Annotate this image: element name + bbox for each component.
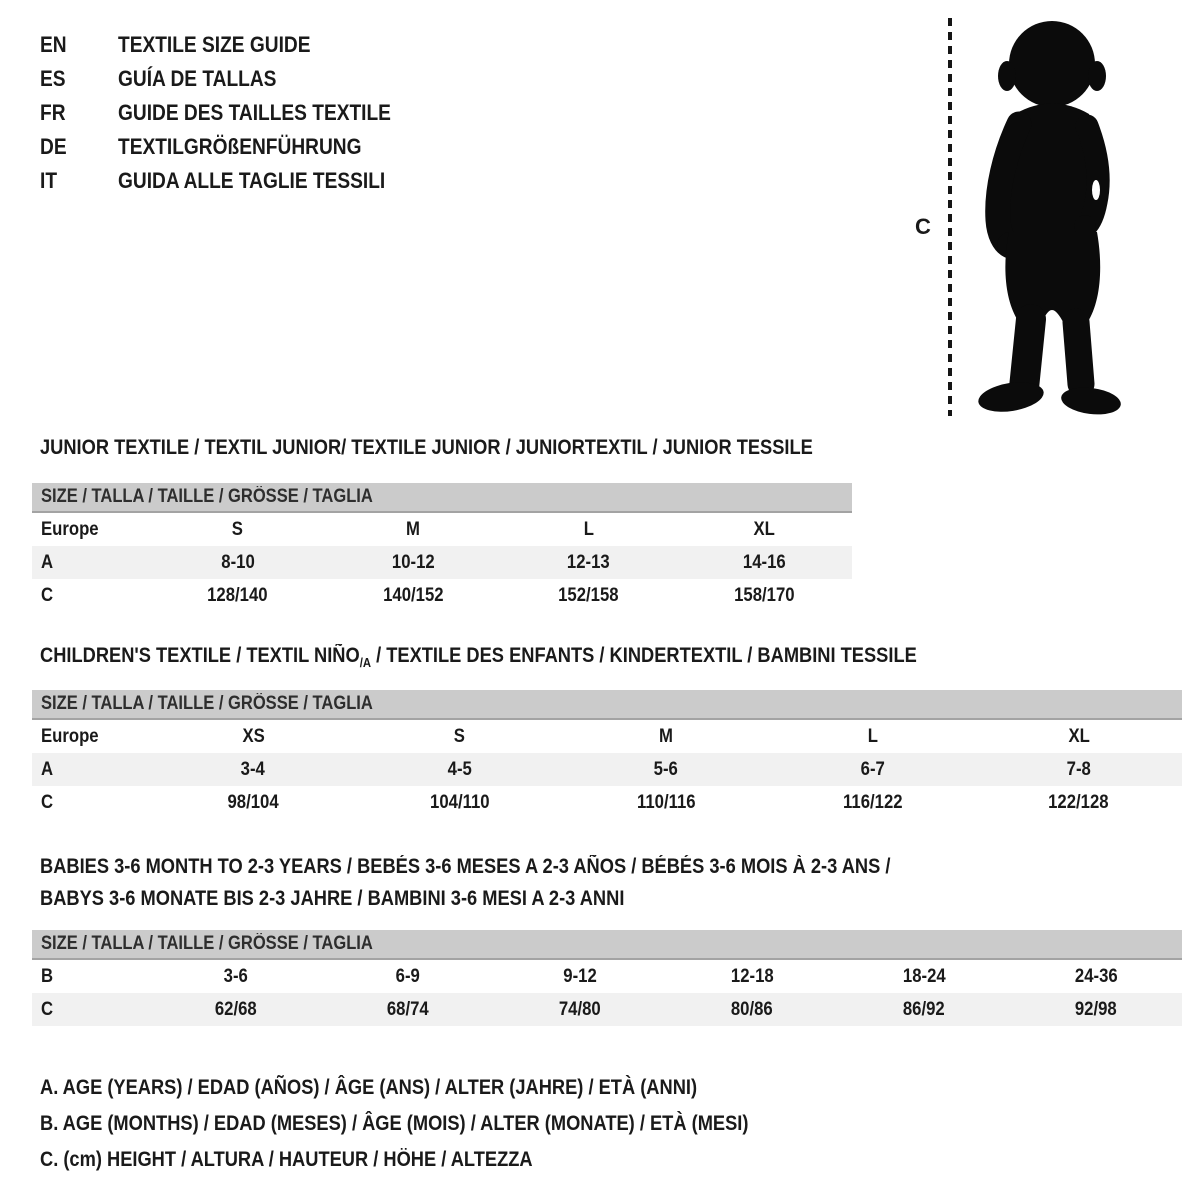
table-row xyxy=(32,513,852,546)
table-cell: 74/80 xyxy=(559,998,601,1020)
table-cell: 5-6 xyxy=(653,758,679,780)
table-row xyxy=(32,579,852,612)
table-cell: 24-36 xyxy=(1074,965,1118,987)
table-cell: 12-18 xyxy=(730,965,774,987)
table-cell: 14-16 xyxy=(742,551,786,573)
table-cell: M xyxy=(406,518,421,540)
height-measure-label: C xyxy=(915,214,931,239)
babies-size-header-bar xyxy=(32,930,1182,960)
lang-title: GUIDA ALLE TAGLIE TESSILI xyxy=(118,168,386,193)
table-row xyxy=(32,960,1182,993)
table-cell: L xyxy=(867,725,878,747)
children-title-post: / TEXTILE DES ENFANTS / KINDERTEXTIL / BAMBINI TESSILE xyxy=(371,644,917,667)
size-header-label: SIZE / TALLA / TAILLE / GRÖSSE / TAGLIA xyxy=(41,486,373,507)
table-cell: 3-6 xyxy=(223,965,249,987)
junior-section-title-text: JUNIOR TEXTILE / TEXTIL JUNIOR/ TEXTILE JUNIOR / JUNIORTEXTIL / JUNIOR TESSILE xyxy=(40,436,813,459)
legend-line-c-text: C. (cm) HEIGHT / ALTURA / HAUTEUR / HÖHE / ALTEZZA xyxy=(40,1148,533,1171)
lang-code: IT xyxy=(40,168,58,193)
children-section-title xyxy=(40,644,1048,670)
language-title-list xyxy=(40,28,432,198)
legend-line-a-text: A. AGE (YEARS) / EDAD (AÑOS) / ÂGE (ANS) / ALTER (JAHRE) / ETÀ (ANNI) xyxy=(40,1076,698,1099)
table-cell: XL xyxy=(753,518,775,540)
lang-row-fr xyxy=(40,96,432,130)
table-cell: 6-7 xyxy=(860,758,885,780)
table-cell: 9-12 xyxy=(563,965,597,987)
table-row xyxy=(32,786,1182,819)
table-cell: 4-5 xyxy=(447,758,472,780)
junior-section-title xyxy=(40,436,928,460)
legend xyxy=(40,1070,854,1178)
table-cell: 92/98 xyxy=(1075,998,1117,1020)
lang-code: DE xyxy=(40,134,67,159)
table-cell: 158/170 xyxy=(734,584,795,606)
table-cell: 68/74 xyxy=(387,998,429,1020)
row-label: C xyxy=(41,584,54,606)
row-label: A xyxy=(41,758,54,780)
lang-code: EN xyxy=(40,32,67,57)
table-cell: S xyxy=(232,518,244,540)
table-cell: 80/86 xyxy=(731,998,773,1020)
junior-size-table xyxy=(32,513,852,612)
legend-line-b xyxy=(40,1106,854,1142)
lang-title: GUÍA DE TALLAS xyxy=(118,66,277,91)
table-row xyxy=(32,993,1182,1026)
table-cell: M xyxy=(659,725,673,747)
babies-title-line1-text: BABIES 3-6 MONTH TO 2-3 YEARS / BEBÉS 3-6 MESES A 2-3 AÑOS / BÉBÉS 3-6 MOIS À 2-3 ANS / xyxy=(40,855,891,878)
lang-row-es xyxy=(40,62,432,96)
table-cell: 8-10 xyxy=(221,551,255,573)
children-section-title-text xyxy=(40,644,917,670)
table-cell: 122/128 xyxy=(1048,791,1110,813)
table-cell: 10-12 xyxy=(391,551,435,573)
table-cell: XS xyxy=(242,725,265,747)
table-cell: 86/92 xyxy=(903,998,945,1020)
table-cell: XL xyxy=(1068,725,1090,747)
lang-row-it xyxy=(40,164,432,198)
table-row xyxy=(32,753,1182,786)
baby-silhouette-icon xyxy=(963,14,1141,416)
lang-row-de xyxy=(40,130,432,164)
table-cell: 12-13 xyxy=(567,551,611,573)
table-cell: L xyxy=(583,518,594,540)
row-label: C xyxy=(41,998,54,1020)
table-cell: 140/152 xyxy=(383,584,444,606)
lang-title: GUIDE DES TAILLES TEXTILE xyxy=(118,100,391,125)
legend-line-c xyxy=(40,1142,854,1178)
table-cell: 6-9 xyxy=(395,965,421,987)
table-cell: 62/68 xyxy=(215,998,257,1020)
legend-line-a xyxy=(40,1070,854,1106)
junior-size-header-bar xyxy=(32,483,852,513)
height-measure-dashed-line xyxy=(948,18,952,416)
children-title-pre: CHILDREN'S TEXTILE / TEXTIL NIÑO xyxy=(40,644,360,667)
legend-line-b-text: B. AGE (MONTHS) / EDAD (MESES) / ÂGE (MOIS) / ALTER (MONATE) / ETÀ (MESI) xyxy=(40,1112,749,1135)
table-row xyxy=(32,720,1182,753)
row-label: Europe xyxy=(41,518,99,540)
children-size-header-bar xyxy=(32,690,1182,720)
row-label: C xyxy=(41,791,54,813)
table-cell: 152/158 xyxy=(558,584,619,606)
table-cell: 116/122 xyxy=(842,791,903,813)
babies-section-title-line1 xyxy=(40,855,1018,879)
lang-title: TEXTILGRÖßENFÜHRUNG xyxy=(118,134,362,159)
table-cell: S xyxy=(454,725,466,747)
babies-section-title-line2 xyxy=(40,887,712,911)
row-label: A xyxy=(41,551,54,573)
children-size-table xyxy=(32,720,1182,819)
table-cell: 104/110 xyxy=(429,791,490,813)
table-cell: 18-24 xyxy=(902,965,946,987)
lang-title: TEXTILE SIZE GUIDE xyxy=(118,32,311,57)
table-cell: 7-8 xyxy=(1066,758,1091,780)
table-cell: 98/104 xyxy=(227,791,279,813)
row-label: Europe xyxy=(41,725,99,747)
table-cell: 110/116 xyxy=(636,791,696,813)
size-header-label: SIZE / TALLA / TAILLE / GRÖSSE / TAGLIA xyxy=(41,933,373,954)
row-label: B xyxy=(41,965,54,987)
table-cell: 128/140 xyxy=(207,584,268,606)
size-header-label: SIZE / TALLA / TAILLE / GRÖSSE / TAGLIA xyxy=(41,693,373,714)
babies-size-table xyxy=(32,960,1182,1026)
children-title-sub: /A xyxy=(359,655,372,671)
table-row xyxy=(32,546,852,579)
lang-code: FR xyxy=(40,100,66,125)
lang-row-en xyxy=(40,28,432,62)
babies-title-line2-text: BABYS 3-6 MONATE BIS 2-3 JAHRE / BAMBINI 3-6 MESI A 2-3 ANNI xyxy=(40,887,625,910)
table-cell: 3-4 xyxy=(241,758,266,780)
lang-code: ES xyxy=(40,66,66,91)
